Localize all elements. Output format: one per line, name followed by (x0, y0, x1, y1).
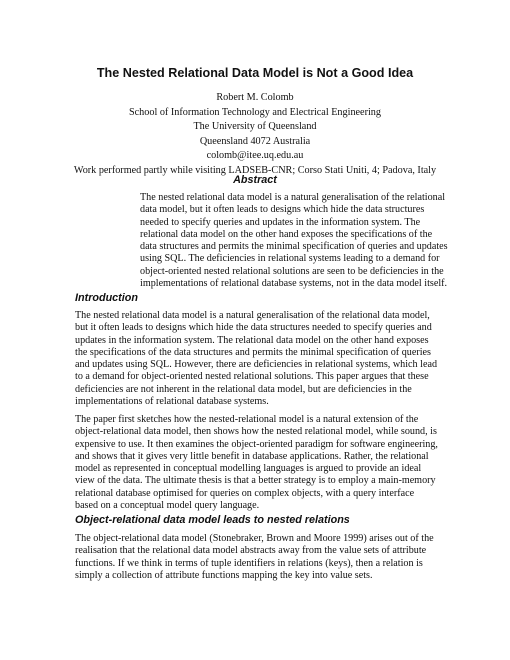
paragraph-line: view of the data. The ultimate thesis is that a better strategy is to employ a main-memory (75, 475, 436, 487)
paragraph-line: realisation that the relational data model abstracts away from the value sets of attribute (75, 545, 427, 557)
paragraph-line: functions. If we think in terms of tuple identifiers in relations (keys), then a relation is (75, 557, 423, 569)
abstract-line: data model, but it often leads to designs which hide the data structures (140, 204, 425, 216)
abstract-line: relational data model on the other hand exposes the specifications of the (140, 228, 433, 240)
abstract-line: needed to specify queries and updates in the information system. The (140, 216, 421, 228)
abstract-line: using SQL. The deficiencies in relational systems leading to a demand for (140, 253, 440, 265)
section-heading-object-relational: Object-relational data model leads to nested relations (75, 514, 350, 526)
section-heading-introduction: Introduction (75, 292, 138, 304)
abstract-heading: Abstract (233, 174, 277, 186)
paper-title: The Nested Relational Data Model is Not a Good Idea (96, 66, 414, 80)
paragraph-line: The paper first sketches how the nested-relational model is a natural extension of the (75, 414, 419, 425)
author-email: colomb@itee.uq.edu.au (206, 150, 304, 162)
paragraph-line: but it often leads to designs which hide the data structures needed to specify queries and (75, 322, 432, 334)
paragraph-line: simply a collection of attribute functions mapping the key into value sets. (75, 569, 373, 581)
paragraph-line: based on a conceptual model query language. (75, 499, 260, 511)
paragraph-line: deficiencies are not inherent in the relational data model, but are deficiencies in the (75, 383, 412, 395)
paragraph-line: model as represented in conceptual modelling languages is argued to provide an ideal (75, 463, 422, 474)
abstract-line: object-oriented nested relational solutions are seen to be deficiencies in the (140, 265, 444, 277)
abstract-body (140, 192, 460, 290)
paragraph-line: and shows that it gives very little benefit in database applications. Rather, the relational (75, 450, 429, 462)
paragraph-line: and updates using SQL. However, there are deficiencies in relational systems, which lead (75, 359, 438, 370)
author-university: The University of Queensland (193, 121, 317, 133)
paragraph-line: relational database optimised for queries on complex objects, with a query interface (75, 487, 415, 499)
author-visit-note: Work performed partly while visiting LADSEB-CNR; Corso Stati Uniti, 4; Padova, Italy (73, 164, 437, 176)
author-block (0, 91, 510, 179)
introduction-paragraph-1 (75, 310, 510, 408)
paragraph-line: expensive to use. It then examines the object-oriented paradigm for software engineering, (75, 438, 438, 450)
author-school: School of Information Technology and Electrical Engineering (128, 106, 381, 118)
abstract-line: The nested relational data model is a natural generalisation of the relational (140, 192, 446, 203)
author-address: Queensland 4072 Australia (199, 135, 311, 147)
paragraph-line: object-relational data model, then shows how the nested relational model, while sound, is (75, 426, 437, 438)
paragraph-line: implementations of relational database systems. (75, 395, 269, 407)
paragraph-line: The nested relational data model is a natural generalisation of the relational data model, (75, 310, 430, 321)
abstract-line: data structures and permits the minimal specification of queries and updates (140, 241, 448, 252)
abstract-line: implementations of relational database systems, not in the data model itself. (140, 277, 448, 289)
paragraph-line: updates in the information system. The relational data model on the other hand exposes (75, 334, 429, 346)
introduction-paragraph-2 (75, 414, 510, 512)
paragraph-line: to a demand for object-oriented nested relational solutions. This paper argues that these (75, 371, 429, 383)
paragraph-line: the specifications of the data structures and permits the minimal specification of queries (75, 346, 431, 358)
paragraph-line: The object-relational data model (Stonebraker, Brown and Moore 1999) arises out of the (75, 533, 434, 544)
author-name: Robert M. Colomb (216, 92, 294, 103)
object-relational-paragraph-1 (75, 533, 510, 582)
